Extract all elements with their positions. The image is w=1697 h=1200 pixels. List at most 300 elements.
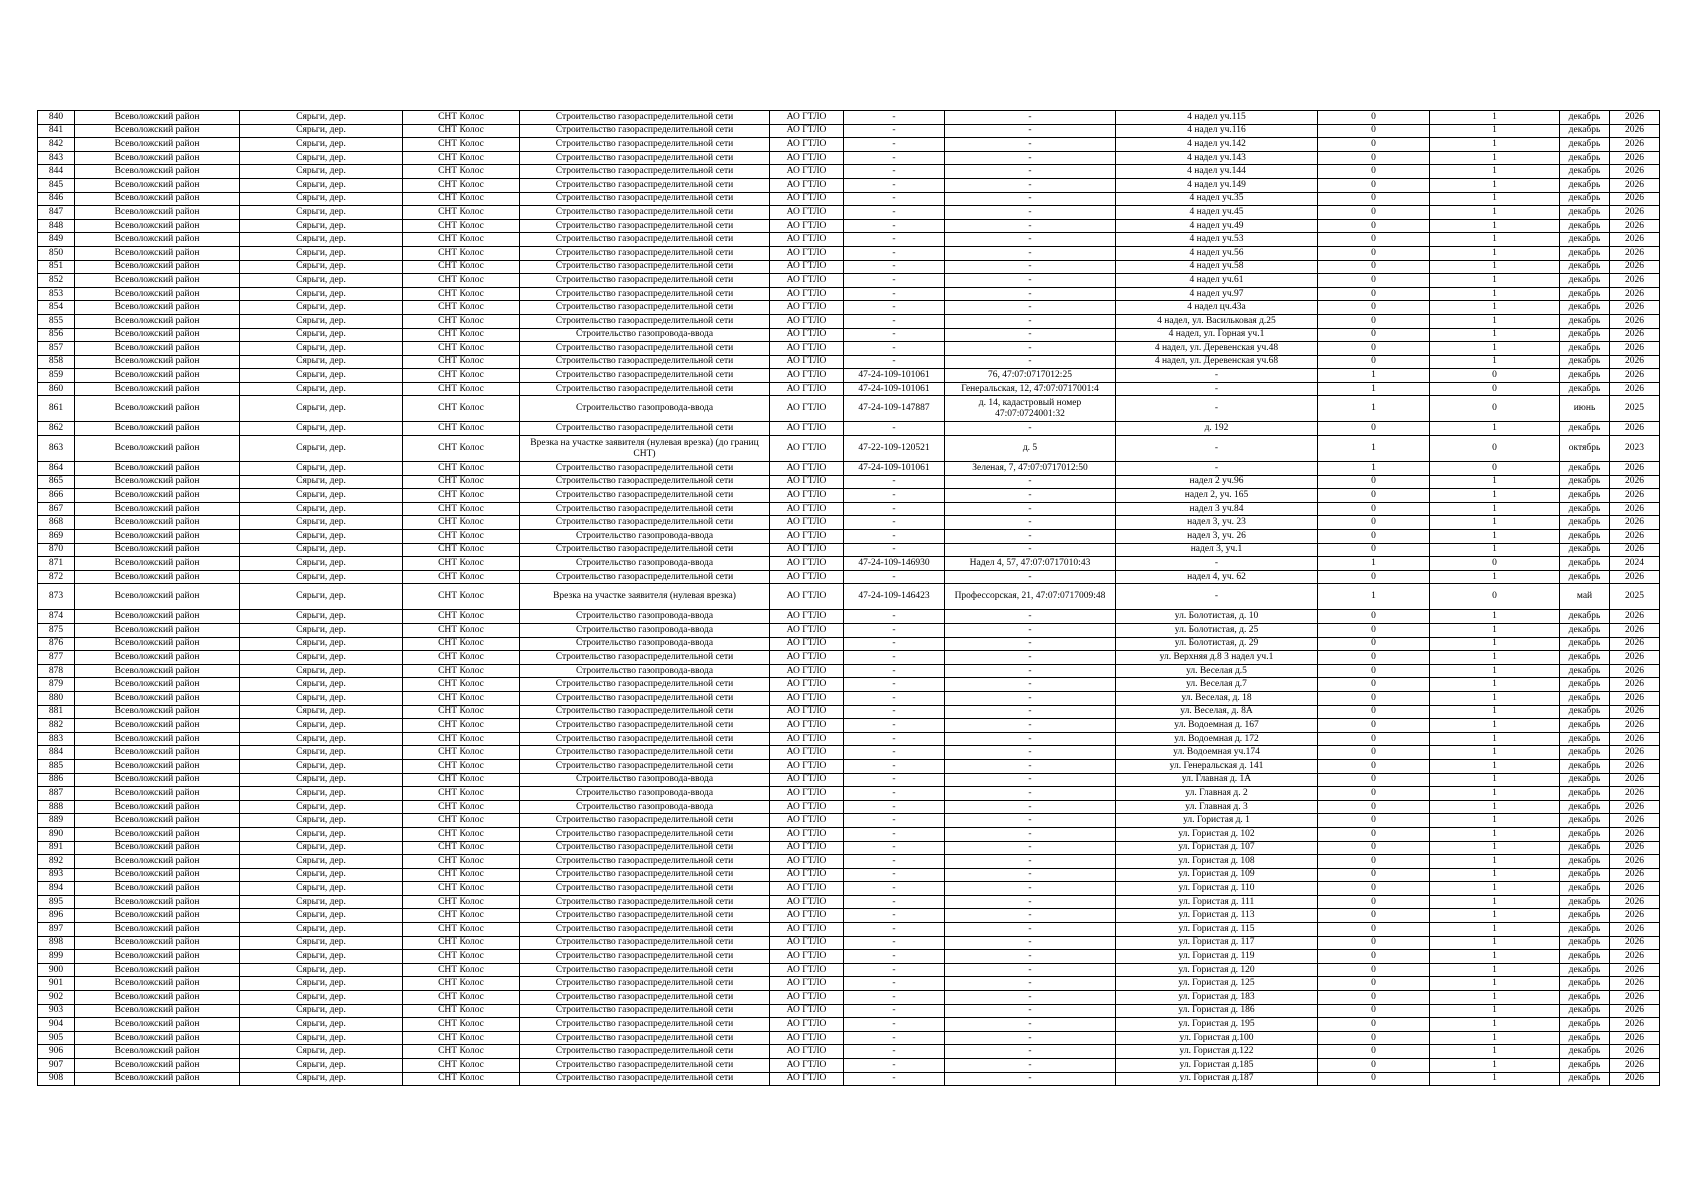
row-number-cell: 908 — [38, 1072, 75, 1086]
status-flag-b-cell: 1 — [1430, 274, 1560, 288]
status-flag-b-cell: 1 — [1430, 178, 1560, 192]
status-flag-b-cell: 1 — [1430, 732, 1560, 746]
status-flag-a-cell: 0 — [1318, 1072, 1430, 1086]
district-cell: Всеволожский район — [75, 746, 240, 760]
plot-address-cell: ул. Верхняя д.8 3 надел уч.1 — [1116, 651, 1318, 665]
row-number-cell: 864 — [38, 462, 75, 476]
row-number-cell: 903 — [38, 1004, 75, 1018]
row-number-cell: 885 — [38, 759, 75, 773]
district-cell: Всеволожский район — [75, 800, 240, 814]
settlement-cell: Сярьги, дер. — [240, 759, 403, 773]
status-flag-b-cell: 1 — [1430, 977, 1560, 991]
work-type-cell: Строительство газораспределительной сети — [520, 1072, 770, 1086]
status-flag-a-cell: 0 — [1318, 814, 1430, 828]
row-number-cell: 841 — [38, 124, 75, 138]
cadastral-address-cell: - — [945, 977, 1116, 991]
plot-address-cell: ул. Гористая д. 186 — [1116, 1004, 1318, 1018]
settlement-cell: Сярьги, дер. — [240, 923, 403, 937]
status-flag-a-cell: 0 — [1318, 651, 1430, 665]
status-flag-b-cell: 1 — [1430, 165, 1560, 179]
work-type-cell: Строительство газопровода-ввода — [520, 787, 770, 801]
plot-address-cell: - — [1116, 382, 1318, 396]
settlement-cell: Сярьги, дер. — [240, 557, 403, 571]
snt-cell: СНТ Колос — [403, 923, 520, 937]
district-cell: Всеволожский район — [75, 369, 240, 383]
snt-cell: СНТ Колос — [403, 314, 520, 328]
month-cell: декабрь — [1560, 705, 1610, 719]
table-row — [38, 314, 1660, 328]
organization-cell: АО ГТЛО — [770, 1045, 844, 1059]
year-cell: 2026 — [1610, 301, 1660, 315]
month-cell: декабрь — [1560, 489, 1610, 503]
table-row — [38, 800, 1660, 814]
plot-address-cell: ул. Гористая д. 183 — [1116, 991, 1318, 1005]
year-cell: 2026 — [1610, 1059, 1660, 1073]
work-type-cell: Строительство газораспределительной сети — [520, 516, 770, 530]
settlement-cell: Сярьги, дер. — [240, 787, 403, 801]
row-number-cell: 865 — [38, 475, 75, 489]
month-cell: декабрь — [1560, 475, 1610, 489]
work-type-cell: Строительство газораспределительной сети — [520, 138, 770, 152]
plot-address-cell: 4 надел уч.35 — [1116, 192, 1318, 206]
district-cell: Всеволожский район — [75, 422, 240, 436]
application-number-cell: - — [844, 719, 945, 733]
year-cell: 2026 — [1610, 637, 1660, 651]
table-row — [38, 827, 1660, 841]
month-cell: декабрь — [1560, 651, 1610, 665]
status-flag-b-cell: 1 — [1430, 151, 1560, 165]
year-cell: 2026 — [1610, 923, 1660, 937]
table-row — [38, 355, 1660, 369]
settlement-cell: Сярьги, дер. — [240, 624, 403, 638]
settlement-cell: Сярьги, дер. — [240, 814, 403, 828]
table-row — [38, 328, 1660, 342]
status-flag-a-cell: 1 — [1318, 369, 1430, 383]
organization-cell: АО ГТЛО — [770, 637, 844, 651]
row-number-cell: 879 — [38, 678, 75, 692]
plot-address-cell: 4 надел уч.49 — [1116, 219, 1318, 233]
application-number-cell: - — [844, 732, 945, 746]
status-flag-a-cell: 0 — [1318, 1045, 1430, 1059]
plot-address-cell: надел 3, уч. 26 — [1116, 530, 1318, 544]
month-cell: декабрь — [1560, 342, 1610, 356]
status-flag-b-cell: 1 — [1430, 355, 1560, 369]
organization-cell: АО ГТЛО — [770, 1004, 844, 1018]
year-cell: 2026 — [1610, 355, 1660, 369]
district-cell: Всеволожский район — [75, 436, 240, 462]
status-flag-a-cell: 0 — [1318, 570, 1430, 584]
row-number-cell: 844 — [38, 165, 75, 179]
application-number-cell: - — [844, 936, 945, 950]
year-cell: 2026 — [1610, 502, 1660, 516]
district-cell: Всеволожский район — [75, 963, 240, 977]
plot-address-cell: ул. Гористая д. 117 — [1116, 936, 1318, 950]
application-number-cell: 47-24-109-147887 — [844, 396, 945, 422]
status-flag-b-cell: 1 — [1430, 1004, 1560, 1018]
application-number-cell: - — [844, 260, 945, 274]
row-number-cell: 880 — [38, 691, 75, 705]
table-row — [38, 396, 1660, 422]
application-number-cell: - — [844, 233, 945, 247]
status-flag-a-cell: 0 — [1318, 489, 1430, 503]
month-cell: май — [1560, 584, 1610, 610]
snt-cell: СНТ Колос — [403, 192, 520, 206]
row-number-cell: 900 — [38, 963, 75, 977]
organization-cell: АО ГТЛО — [770, 138, 844, 152]
row-number-cell: 891 — [38, 841, 75, 855]
settlement-cell: Сярьги, дер. — [240, 1018, 403, 1032]
row-number-cell: 904 — [38, 1018, 75, 1032]
district-cell: Всеволожский район — [75, 1045, 240, 1059]
district-cell: Всеволожский район — [75, 138, 240, 152]
cadastral-address-cell: - — [945, 651, 1116, 665]
organization-cell: АО ГТЛО — [770, 827, 844, 841]
year-cell: 2026 — [1610, 165, 1660, 179]
table-row — [38, 342, 1660, 356]
cadastral-address-cell: - — [945, 489, 1116, 503]
month-cell: декабрь — [1560, 977, 1610, 991]
settlement-cell: Сярьги, дер. — [240, 192, 403, 206]
cadastral-address-cell: - — [945, 1004, 1116, 1018]
table-row — [38, 462, 1660, 476]
row-number-cell: 884 — [38, 746, 75, 760]
month-cell: декабрь — [1560, 746, 1610, 760]
snt-cell: СНТ Колос — [403, 977, 520, 991]
work-type-cell: Строительство газораспределительной сети — [520, 1045, 770, 1059]
application-number-cell: - — [844, 111, 945, 125]
status-flag-a-cell: 1 — [1318, 462, 1430, 476]
status-flag-b-cell: 1 — [1430, 301, 1560, 315]
district-cell: Всеволожский район — [75, 651, 240, 665]
row-number-cell: 897 — [38, 923, 75, 937]
snt-cell: СНТ Колос — [403, 691, 520, 705]
district-cell: Всеволожский район — [75, 977, 240, 991]
settlement-cell: Сярьги, дер. — [240, 936, 403, 950]
work-type-cell: Строительство газораспределительной сети — [520, 422, 770, 436]
cadastral-address-cell: - — [945, 246, 1116, 260]
plot-address-cell: 4 надел уч.149 — [1116, 178, 1318, 192]
settlement-cell: Сярьги, дер. — [240, 610, 403, 624]
district-cell: Всеволожский район — [75, 923, 240, 937]
status-flag-b-cell: 0 — [1430, 436, 1560, 462]
status-flag-b-cell: 1 — [1430, 950, 1560, 964]
application-number-cell: - — [844, 570, 945, 584]
settlement-cell: Сярьги, дер. — [240, 868, 403, 882]
month-cell: декабрь — [1560, 868, 1610, 882]
status-flag-b-cell: 1 — [1430, 124, 1560, 138]
settlement-cell: Сярьги, дер. — [240, 301, 403, 315]
cadastral-address-cell: - — [945, 178, 1116, 192]
plot-address-cell: надел 2, уч. 165 — [1116, 489, 1318, 503]
year-cell: 2026 — [1610, 178, 1660, 192]
status-flag-b-cell: 1 — [1430, 991, 1560, 1005]
snt-cell: СНТ Колос — [403, 287, 520, 301]
work-type-cell: Строительство газораспределительной сети — [520, 691, 770, 705]
work-type-cell: Строительство газораспределительной сети — [520, 923, 770, 937]
plot-address-cell: 4 надел уч.61 — [1116, 274, 1318, 288]
plot-address-cell: ул. Гористая д. 108 — [1116, 855, 1318, 869]
status-flag-a-cell: 0 — [1318, 355, 1430, 369]
work-type-cell: Строительство газопровода-ввода — [520, 530, 770, 544]
work-type-cell: Строительство газораспределительной сети — [520, 543, 770, 557]
status-flag-a-cell: 1 — [1318, 436, 1430, 462]
plot-address-cell: ул. Гористая д. 102 — [1116, 827, 1318, 841]
year-cell: 2026 — [1610, 274, 1660, 288]
status-flag-a-cell: 0 — [1318, 991, 1430, 1005]
status-flag-b-cell: 1 — [1430, 719, 1560, 733]
organization-cell: АО ГТЛО — [770, 369, 844, 383]
application-number-cell: - — [844, 963, 945, 977]
cadastral-address-cell: - — [945, 827, 1116, 841]
application-number-cell: - — [844, 301, 945, 315]
month-cell: декабрь — [1560, 287, 1610, 301]
organization-cell: АО ГТЛО — [770, 260, 844, 274]
settlement-cell: Сярьги, дер. — [240, 165, 403, 179]
snt-cell: СНТ Колос — [403, 1045, 520, 1059]
row-number-cell: 882 — [38, 719, 75, 733]
status-flag-a-cell: 0 — [1318, 909, 1430, 923]
year-cell: 2026 — [1610, 1031, 1660, 1045]
organization-cell: АО ГТЛО — [770, 936, 844, 950]
application-number-cell: - — [844, 637, 945, 651]
cadastral-address-cell: - — [945, 342, 1116, 356]
work-type-cell: Строительство газораспределительной сети — [520, 1004, 770, 1018]
settlement-cell: Сярьги, дер. — [240, 219, 403, 233]
status-flag-a-cell: 0 — [1318, 138, 1430, 152]
year-cell: 2026 — [1610, 950, 1660, 964]
settlement-cell: Сярьги, дер. — [240, 855, 403, 869]
year-cell: 2026 — [1610, 746, 1660, 760]
table-row — [38, 557, 1660, 571]
status-flag-a-cell: 0 — [1318, 855, 1430, 869]
settlement-cell: Сярьги, дер. — [240, 489, 403, 503]
status-flag-a-cell: 0 — [1318, 516, 1430, 530]
settlement-cell: Сярьги, дер. — [240, 841, 403, 855]
table-row — [38, 246, 1660, 260]
row-number-cell: 853 — [38, 287, 75, 301]
snt-cell: СНТ Колос — [403, 219, 520, 233]
plot-address-cell: ул. Гористая д. 119 — [1116, 950, 1318, 964]
table-row — [38, 124, 1660, 138]
snt-cell: СНТ Колос — [403, 882, 520, 896]
cadastral-address-cell: - — [945, 1072, 1116, 1086]
status-flag-a-cell: 0 — [1318, 274, 1430, 288]
status-flag-b-cell: 1 — [1430, 678, 1560, 692]
district-cell: Всеволожский район — [75, 260, 240, 274]
table-row — [38, 909, 1660, 923]
settlement-cell: Сярьги, дер. — [240, 369, 403, 383]
table-row — [38, 637, 1660, 651]
organization-cell: АО ГТЛО — [770, 691, 844, 705]
row-number-cell: 874 — [38, 610, 75, 624]
status-flag-a-cell: 0 — [1318, 328, 1430, 342]
district-cell: Всеволожский район — [75, 895, 240, 909]
plot-address-cell: ул. Гористая д. 110 — [1116, 882, 1318, 896]
year-cell: 2026 — [1610, 855, 1660, 869]
district-cell: Всеволожский район — [75, 342, 240, 356]
row-number-cell: 840 — [38, 111, 75, 125]
application-number-cell: 47-24-109-101061 — [844, 369, 945, 383]
row-number-cell: 895 — [38, 895, 75, 909]
settlement-cell: Сярьги, дер. — [240, 246, 403, 260]
district-cell: Всеволожский район — [75, 841, 240, 855]
organization-cell: АО ГТЛО — [770, 355, 844, 369]
settlement-cell: Сярьги, дер. — [240, 342, 403, 356]
work-type-cell: Строительство газораспределительной сети — [520, 1031, 770, 1045]
organization-cell: АО ГТЛО — [770, 530, 844, 544]
cadastral-address-cell: - — [945, 841, 1116, 855]
work-type-cell: Строительство газораспределительной сети — [520, 178, 770, 192]
snt-cell: СНТ Колос — [403, 178, 520, 192]
month-cell: декабрь — [1560, 855, 1610, 869]
cadastral-address-cell: - — [945, 422, 1116, 436]
plot-address-cell: ул. Гористая д.122 — [1116, 1045, 1318, 1059]
application-number-cell: - — [844, 1059, 945, 1073]
work-type-cell: Строительство газораспределительной сети — [520, 895, 770, 909]
application-number-cell: - — [844, 691, 945, 705]
district-cell: Всеволожский район — [75, 732, 240, 746]
cadastral-address-cell: - — [945, 274, 1116, 288]
plot-address-cell: 4 надел уч.115 — [1116, 111, 1318, 125]
row-number-cell: 898 — [38, 936, 75, 950]
district-cell: Всеволожский район — [75, 814, 240, 828]
row-number-cell: 878 — [38, 664, 75, 678]
work-type-cell: Строительство газораспределительной сети — [520, 382, 770, 396]
month-cell: декабрь — [1560, 882, 1610, 896]
work-type-cell: Строительство газораспределительной сети — [520, 342, 770, 356]
organization-cell: АО ГТЛО — [770, 382, 844, 396]
settlement-cell: Сярьги, дер. — [240, 963, 403, 977]
organization-cell: АО ГТЛО — [770, 233, 844, 247]
application-number-cell: - — [844, 342, 945, 356]
settlement-cell: Сярьги, дер. — [240, 570, 403, 584]
organization-cell: АО ГТЛО — [770, 1031, 844, 1045]
settlement-cell: Сярьги, дер. — [240, 719, 403, 733]
status-flag-b-cell: 1 — [1430, 246, 1560, 260]
district-cell: Всеволожский район — [75, 936, 240, 950]
plot-address-cell: ул. Водоемная уч.174 — [1116, 746, 1318, 760]
work-type-cell: Строительство газораспределительной сети — [520, 355, 770, 369]
table-row — [38, 382, 1660, 396]
cadastral-address-cell: - — [945, 111, 1116, 125]
district-cell: Всеволожский район — [75, 1059, 240, 1073]
year-cell: 2026 — [1610, 151, 1660, 165]
cadastral-address-cell: - — [945, 855, 1116, 869]
settlement-cell: Сярьги, дер. — [240, 543, 403, 557]
settlement-cell: Сярьги, дер. — [240, 436, 403, 462]
plot-address-cell: - — [1116, 462, 1318, 476]
row-number-cell: 851 — [38, 260, 75, 274]
work-type-cell: Строительство газораспределительной сети — [520, 151, 770, 165]
settlement-cell: Сярьги, дер. — [240, 260, 403, 274]
row-number-cell: 873 — [38, 584, 75, 610]
year-cell: 2026 — [1610, 287, 1660, 301]
settlement-cell: Сярьги, дер. — [240, 1072, 403, 1086]
status-flag-a-cell: 0 — [1318, 111, 1430, 125]
settlement-cell: Сярьги, дер. — [240, 462, 403, 476]
work-type-cell: Строительство газораспределительной сети — [520, 314, 770, 328]
status-flag-b-cell: 1 — [1430, 787, 1560, 801]
table-row — [38, 192, 1660, 206]
plot-address-cell: ул. Гористая д. 1 — [1116, 814, 1318, 828]
cadastral-address-cell: - — [945, 1018, 1116, 1032]
plot-address-cell: ул. Гористая д.187 — [1116, 1072, 1318, 1086]
district-cell: Всеволожский район — [75, 165, 240, 179]
month-cell: декабрь — [1560, 246, 1610, 260]
district-cell: Всеволожский район — [75, 691, 240, 705]
cadastral-address-cell: Генеральская, 12, 47:07:0717001:4 — [945, 382, 1116, 396]
organization-cell: АО ГТЛО — [770, 950, 844, 964]
district-cell: Всеволожский район — [75, 868, 240, 882]
cadastral-address-cell: - — [945, 1045, 1116, 1059]
cadastral-address-cell: - — [945, 192, 1116, 206]
status-flag-a-cell: 0 — [1318, 219, 1430, 233]
row-number-cell: 846 — [38, 192, 75, 206]
snt-cell: СНТ Колос — [403, 1072, 520, 1086]
snt-cell: СНТ Колос — [403, 759, 520, 773]
district-cell: Всеволожский район — [75, 909, 240, 923]
month-cell: декабрь — [1560, 1004, 1610, 1018]
table-row — [38, 570, 1660, 584]
cadastral-address-cell: - — [945, 814, 1116, 828]
settlement-cell: Сярьги, дер. — [240, 977, 403, 991]
status-flag-b-cell: 1 — [1430, 936, 1560, 950]
month-cell: декабрь — [1560, 1018, 1610, 1032]
status-flag-b-cell: 1 — [1430, 637, 1560, 651]
district-cell: Всеволожский район — [75, 991, 240, 1005]
plot-address-cell: 4 надел цч.43а — [1116, 301, 1318, 315]
status-flag-a-cell: 0 — [1318, 246, 1430, 260]
settlement-cell: Сярьги, дер. — [240, 287, 403, 301]
cadastral-address-cell: - — [945, 882, 1116, 896]
month-cell: декабрь — [1560, 382, 1610, 396]
status-flag-b-cell: 1 — [1430, 111, 1560, 125]
organization-cell: АО ГТЛО — [770, 773, 844, 787]
district-cell: Всеволожский район — [75, 151, 240, 165]
work-type-cell: Строительство газопровода-ввода — [520, 396, 770, 422]
organization-cell: АО ГТЛО — [770, 570, 844, 584]
snt-cell: СНТ Колос — [403, 610, 520, 624]
plot-address-cell: 4 надел уч.53 — [1116, 233, 1318, 247]
row-number-cell: 899 — [38, 950, 75, 964]
table-row — [38, 787, 1660, 801]
status-flag-a-cell: 0 — [1318, 705, 1430, 719]
work-type-cell: Строительство газораспределительной сети — [520, 369, 770, 383]
table-row — [38, 502, 1660, 516]
application-number-cell: - — [844, 206, 945, 220]
plot-address-cell: ул. Веселая, д. 8А — [1116, 705, 1318, 719]
status-flag-a-cell: 0 — [1318, 963, 1430, 977]
snt-cell: СНТ Колос — [403, 950, 520, 964]
application-number-cell: - — [844, 530, 945, 544]
plot-address-cell: ул. Гористая д. 115 — [1116, 923, 1318, 937]
status-flag-a-cell: 0 — [1318, 342, 1430, 356]
row-number-cell: 889 — [38, 814, 75, 828]
settlement-cell: Сярьги, дер. — [240, 502, 403, 516]
year-cell: 2026 — [1610, 664, 1660, 678]
month-cell: декабрь — [1560, 462, 1610, 476]
gasification-registry-table — [37, 110, 1660, 1086]
snt-cell: СНТ Колос — [403, 827, 520, 841]
snt-cell: СНТ Колос — [403, 328, 520, 342]
status-flag-b-cell: 1 — [1430, 923, 1560, 937]
snt-cell: СНТ Колос — [403, 651, 520, 665]
plot-address-cell: - — [1116, 557, 1318, 571]
settlement-cell: Сярьги, дер. — [240, 882, 403, 896]
work-type-cell: Строительство газопровода-ввода — [520, 610, 770, 624]
year-cell: 2026 — [1610, 543, 1660, 557]
table-row — [38, 963, 1660, 977]
